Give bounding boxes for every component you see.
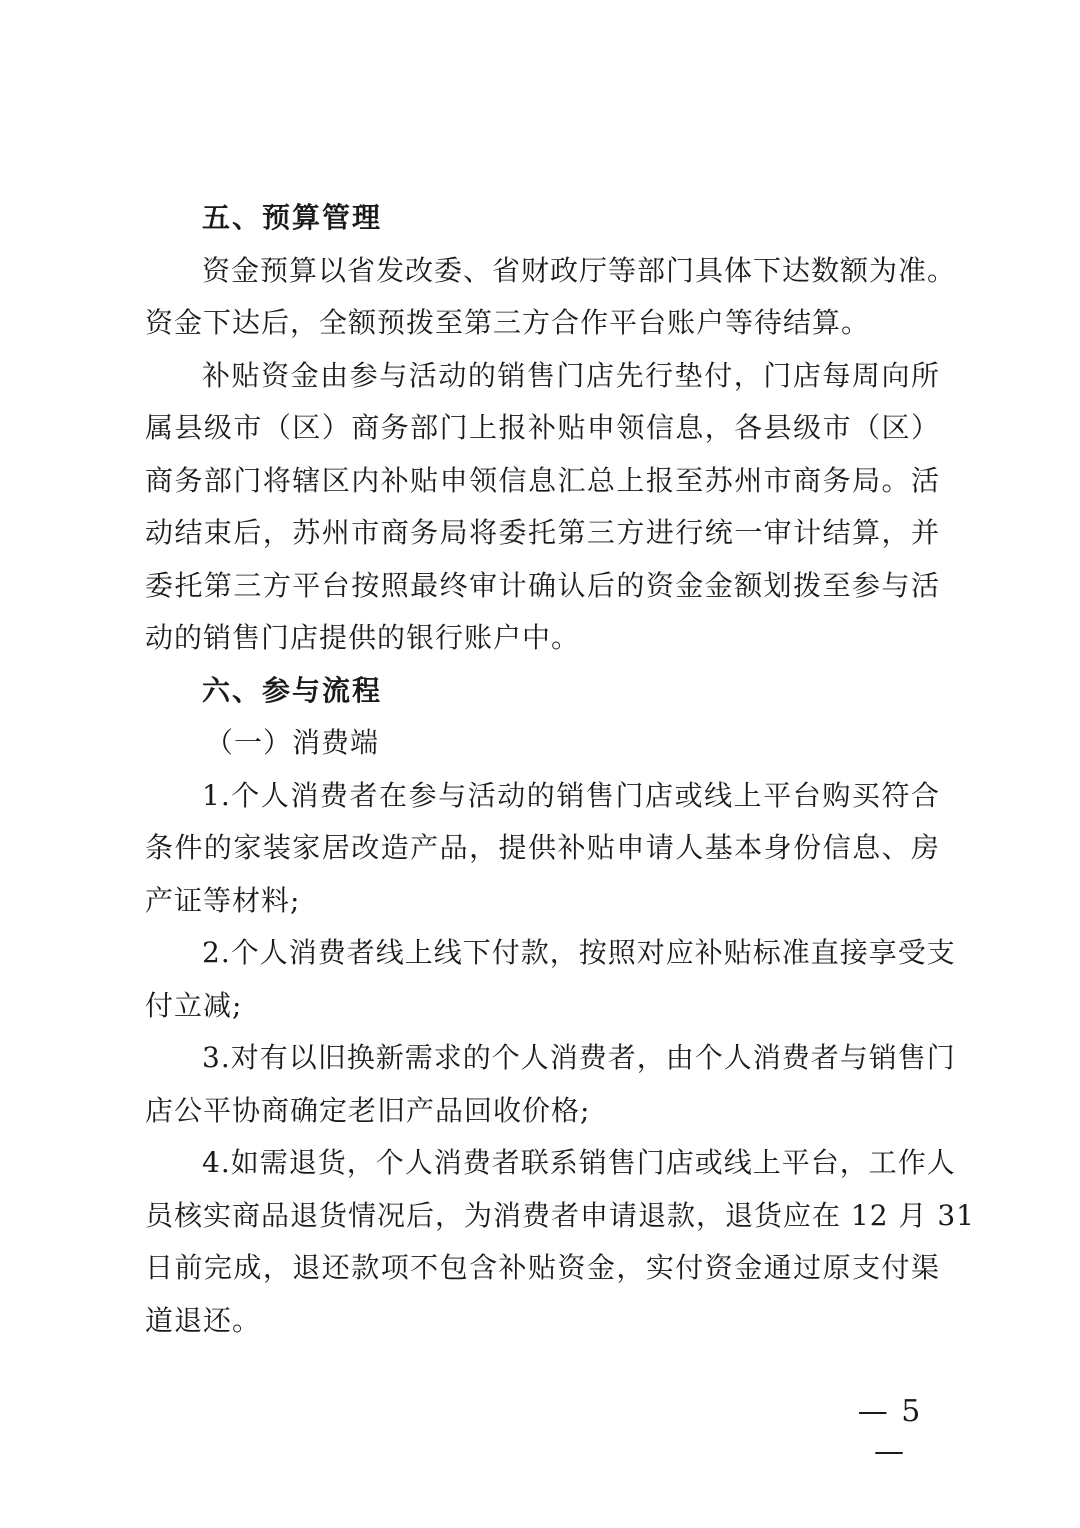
text-line: 资金预算以省发改委、省财政厅等部门具体下达数额为准。	[202, 253, 957, 287]
list-item-4	[145, 1137, 975, 1347]
text-line: 产证等材料;	[145, 883, 301, 917]
text-line: 2.个人消费者线上线下付款，按照对应补贴标准直接享受支	[202, 936, 956, 969]
text-line: 补贴资金由参与活动的销售门店先行垫付，门店每周向所	[202, 358, 940, 392]
list-item-3	[145, 1032, 956, 1137]
subsection-heading-consumer: （一）消费端	[205, 726, 380, 759]
paragraph-subsidy-settlement	[145, 350, 940, 665]
text-line: 动结束后，苏州市商务局将委托第三方进行统一审计结算，并	[145, 516, 940, 549]
text-line: 日前完成，退还款项不包含补贴资金，实付资金通过原支付渠	[145, 1251, 940, 1284]
list-item-2	[145, 927, 956, 1032]
text-line: 1.个人消费者在参与活动的销售门店或线上平台购买符合	[202, 778, 940, 812]
text-line: 委托第三方平台按照最终审计确认后的资金金额划拨至参与活	[145, 568, 940, 602]
text-line: 付立减;	[145, 988, 243, 1022]
text-line: 道退还。	[145, 1303, 262, 1337]
text-line: 资金下达后，全额预拨至第三方合作平台账户等待结算。	[145, 306, 871, 339]
section-heading-budget: 五、预算管理	[202, 201, 383, 234]
section-heading-process: 六、参与流程	[202, 673, 383, 707]
text-line: 员核实商品退货情况后，为消费者申请退款，退货应在 12 月 31	[145, 1198, 975, 1232]
text-line: 动的销售门店提供的银行账户中。	[145, 621, 581, 654]
document-body	[145, 192, 975, 1347]
text-line: 属县级市（区）商务部门上报补贴申领信息，各县级市（区）	[145, 411, 940, 444]
paragraph-budget-funding	[145, 245, 957, 350]
text-line: 商务部门将辖区内补贴申领信息汇总上报至苏州市商务局。活	[145, 463, 940, 497]
text-line: 4.如需退货，个人消费者联系销售门店或线上平台，工作人	[202, 1146, 956, 1179]
list-item-1	[145, 770, 940, 928]
text-line: 店公平协商确定老旧产品回收价格;	[145, 1093, 591, 1127]
text-line: 条件的家装家居改造产品，提供补贴申请人基本身份信息、房	[145, 831, 940, 864]
text-line: 3.对有以旧换新需求的个人消费者，由个人消费者与销售门	[202, 1041, 956, 1074]
page-number: — 5 —	[857, 1394, 923, 1469]
